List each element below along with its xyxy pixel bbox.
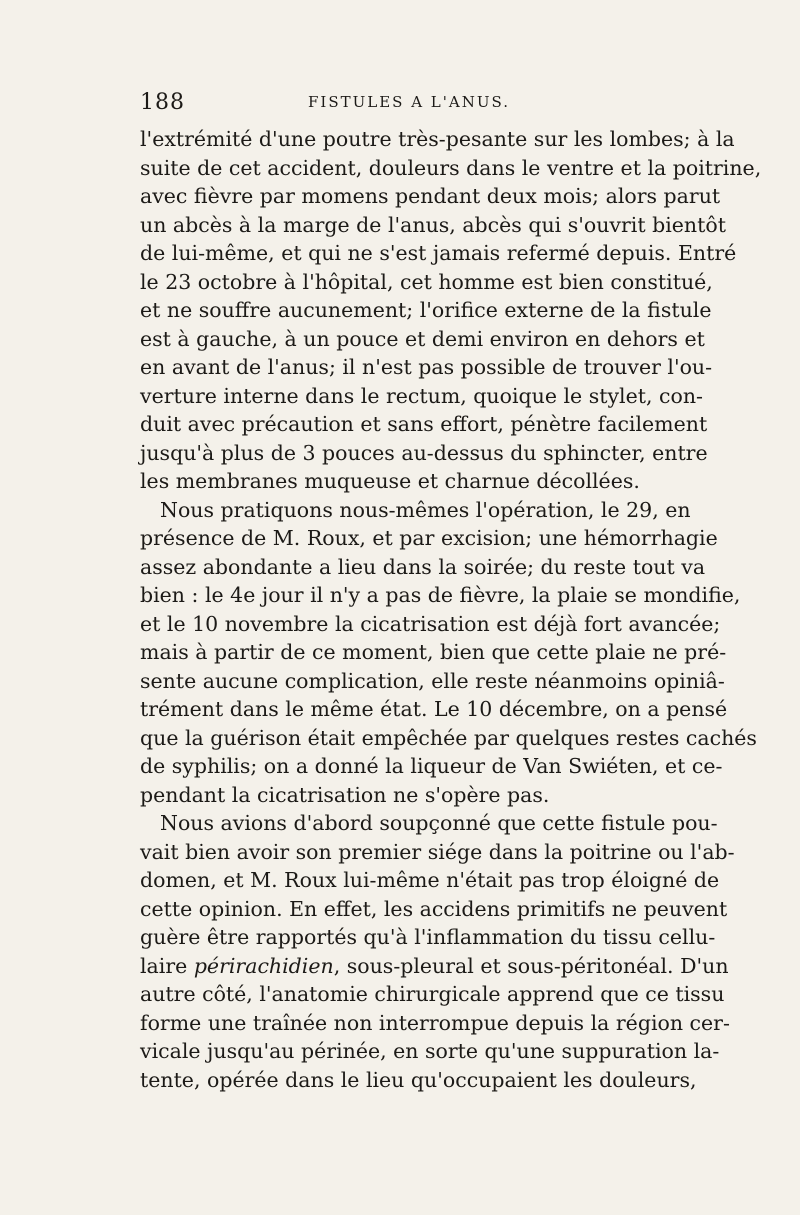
text-line: cette opinion. En effet, les accidens primitifs ne peuvent xyxy=(140,896,728,921)
text-line: est à gauche, à un pouce et demi environ en dehors et xyxy=(140,326,705,351)
text-line: assez abondante a lieu dans la soirée; du reste tout va xyxy=(140,554,706,579)
text-line: guère être rapportés qu'à l'inflammation du tissu cellu- xyxy=(140,925,716,949)
text-line: en avant de l'anus; il n'est pas possible de trouver l'ou- xyxy=(140,355,713,379)
italic-term: périrachidien xyxy=(193,953,334,978)
text-line: sente aucune complication, elle reste néanmoins opiniâ- xyxy=(140,668,725,693)
text-line: de lui-même, et qui ne s'est jamais refermé depuis. Entré xyxy=(140,241,737,265)
text-line: tente, opérée dans le lieu qu'occupaient les douleurs, xyxy=(140,1067,697,1092)
text-line: vait bien avoir son premier siége dans la poitrine ou l'ab- xyxy=(140,839,735,864)
text-line: présence de M. Roux, et par excision; une hémorrhagie xyxy=(140,526,718,550)
text-line: avec fièvre par momens pendant deux mois; alors parut xyxy=(140,184,721,208)
text-line: autre côté, l'anatomie chirurgicale apprend que ce tissu xyxy=(140,982,725,1006)
text-line: que la guérison était empêchée par quelques restes cachés xyxy=(140,725,757,750)
text-line: trément dans le même état. Le 10 décembre, on a pensé xyxy=(140,697,728,721)
text-line: Nous avions d'abord soupçonné que cette fistule pou- xyxy=(160,811,718,835)
page-header xyxy=(140,90,678,118)
text-segment: , sous-pleural et sous-péritonéal. D'un xyxy=(333,953,729,978)
text-line: le 23 octobre à l'hôpital, cet homme est bien constitué, xyxy=(140,269,713,294)
text-line: mais à partir de ce moment, bien que cette plaie ne pré- xyxy=(140,640,727,664)
text-line: suite de cet accident, douleurs dans le ventre et la poitrine, xyxy=(140,155,762,180)
text-line: forme une traînée non interrompue depuis la région cer- xyxy=(140,1010,730,1035)
text-line: bien : le 4e jour il n'y a pas de fièvre, la plaie se mondifie, xyxy=(140,583,741,607)
text-line: pendant la cicatrisation ne s'opère pas. xyxy=(140,782,550,807)
body-text xyxy=(140,125,762,1094)
text-line: de syphilis; on a donné la liqueur de Van Swiéten, et ce- xyxy=(140,754,723,778)
text-line: verture interne dans le rectum, quoique le stylet, con- xyxy=(140,383,703,408)
running-title: FISTULES A L'ANUS. xyxy=(307,93,510,111)
text-line: un abcès à la marge de l'anus, abcès qui s'ouvrit bientôt xyxy=(140,212,726,237)
text-line: duit avec précaution et sans effort, pénètre facilement xyxy=(140,412,708,436)
text-line: les membranes muqueuse et charnue décollées. xyxy=(140,469,640,493)
text-line: et ne souffre aucunement; l'orifice externe de la fistule xyxy=(140,298,712,322)
text-line: vicale jusqu'au périnée, en sorte qu'une suppuration la- xyxy=(140,1039,720,1063)
page-number: 188 xyxy=(140,90,185,115)
text-line: et le 10 novembre la cicatrisation est déjà fort avancée; xyxy=(140,611,721,636)
text-line: Nous pratiquons nous-mêmes l'opération, le 29, en xyxy=(160,497,691,522)
text-line: jusqu'à plus de 3 pouces au-dessus du sphincter, entre xyxy=(140,440,708,465)
text-line: domen, et M. Roux lui-même n'était pas trop éloigné de xyxy=(140,868,720,892)
text-segment: laire xyxy=(140,953,188,978)
text-line: l'extrémité d'une poutre très-pesante sur les lombes; à la xyxy=(140,127,735,151)
text-line-mixed xyxy=(140,952,729,981)
